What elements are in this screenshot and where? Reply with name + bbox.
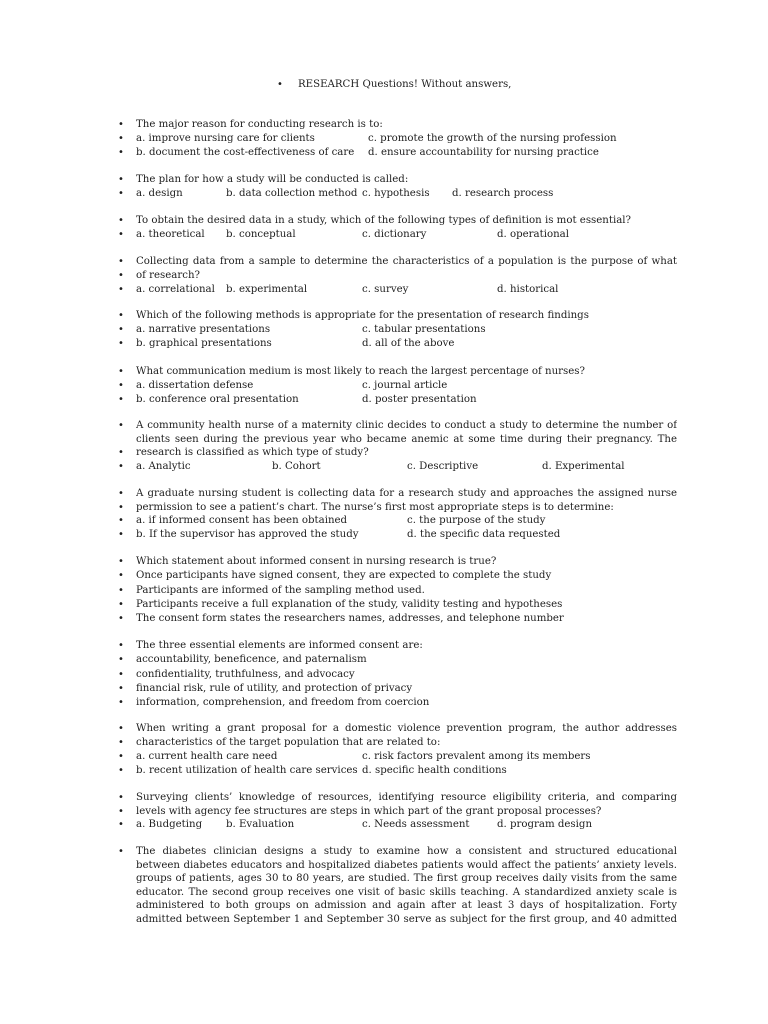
q11-stem-line2: • characteristics of the target population that are related to: <box>136 736 440 750</box>
q10-option-3: • financial risk, rule of utility, and protection of privacy <box>136 682 412 696</box>
q8-option-a: a. if informed consent has been obtained <box>136 515 348 526</box>
q9-option-3: • Participants receive a full explanation of the study, validity testing and hypotheses <box>136 598 562 612</box>
q2-option-a: a. design <box>136 188 183 199</box>
q2-option-c: c. hypothesis <box>362 188 430 199</box>
q8-option-b: b. If the supervisor has approved the study <box>136 529 359 540</box>
q6-option-d: d. poster presentation <box>362 394 477 405</box>
q10-option-4: • information, comprehension, and freedom from coercion <box>136 696 429 710</box>
q3-option-b: b. conceptual <box>226 229 296 240</box>
q1-option-c: c. promote the growth of the nursing profession <box>368 133 617 144</box>
q11-options-row1 <box>136 750 591 764</box>
q5-option-c: c. tabular presentations <box>362 324 486 335</box>
q7-stem <box>136 419 677 446</box>
q8-options-row2 <box>136 528 561 542</box>
q4-options <box>136 283 559 297</box>
q10-option-1: • accountability, beneficence, and paternalism <box>136 653 367 667</box>
q11-option-c: c. risk factors prevalent among its members <box>362 751 591 762</box>
q6-stem: • What communication medium is most likely to reach the largest percentage of nurses? <box>136 365 585 379</box>
q8-stem-line1: • A graduate nursing student is collecting data for a research study and approaches the assigned nurse <box>136 488 677 499</box>
q1-options-row1 <box>136 132 617 146</box>
q5-stem: • Which of the following methods is appropriate for the presentation of research findings <box>136 309 589 323</box>
q13-line2: between diabetes educators and hospitalized diabetes patients would affect the patients’ anxiety levels. <box>136 859 677 871</box>
q4-option-a: a. correlational <box>136 284 215 295</box>
q11-stem <box>136 722 677 736</box>
q4-stem-line1: • Collecting data from a sample to determine the characteristics of a population is the purpose of what <box>136 256 677 267</box>
q3-option-d: d. operational <box>497 229 570 240</box>
q9-option-4: • The consent form states the researchers names, addresses, and telephone number <box>136 612 564 626</box>
q1-options-row2 <box>136 146 599 160</box>
q11-option-d: d. specific health conditions <box>362 765 507 776</box>
q3-option-c: c. dictionary <box>362 229 427 240</box>
q12-option-c: c. Needs assessment <box>362 819 470 830</box>
q3-options <box>136 228 570 242</box>
q6-options-row2 <box>136 393 477 407</box>
q12-stem <box>136 791 677 805</box>
q5-option-a: a. narrative presentations <box>136 324 271 335</box>
q8-stem-line2: • permission to see a patient’s chart. The nurse’s first most appropriate steps is to determine: <box>136 501 614 515</box>
q7-option-b: b. Cohort <box>272 461 321 472</box>
q13-line4: educator. The second group receives one visit of basic skills teaching. A standardized anxiety scale is <box>136 886 677 898</box>
q4-stem <box>136 255 677 269</box>
q13-line5: administered to both groups on admission and again after at least 3 days of hospitalization. Forty <box>136 900 677 912</box>
q12-stem-line2: • levels with agency fee structures are steps in which part of the grant proposal processes? <box>136 805 601 819</box>
q9-option-1: • Once participants have signed consent, they are expected to complete the study <box>136 569 551 583</box>
q10-stem: • The three essential elements are informed consent are: <box>136 639 423 653</box>
q9-option-2: • Participants are informed of the sampling method used. <box>136 584 425 598</box>
q11-stem-line1: • When writing a grant proposal for a domestic violence prevention program, the author addresses <box>136 723 677 734</box>
q1-option-b: b. document the cost-effectiveness of care <box>136 147 355 158</box>
q8-option-d: d. the specific data requested <box>407 529 561 540</box>
q1-option-a: a. improve nursing care for clients <box>136 133 315 144</box>
q10-option-2: • confidentiality, truthfulness, and advocacy <box>136 668 355 682</box>
q6-option-b: b. conference oral presentation <box>136 394 299 405</box>
q3-option-a: a. theoretical <box>136 229 205 240</box>
q4-option-d: d. historical <box>497 284 559 295</box>
q7-option-c: c. Descriptive <box>407 461 479 472</box>
q5-options-row1 <box>136 323 486 337</box>
document-title: • RESEARCH Questions! Without answers, <box>298 78 511 92</box>
q2-stem: • The plan for how a study will be conducted is called: <box>136 173 408 187</box>
q2-option-b: b. data collection method <box>226 188 358 199</box>
q5-option-b: b. graphical presentations <box>136 338 272 349</box>
q2-options <box>136 187 554 201</box>
q6-option-a: a. dissertation defense <box>136 380 254 391</box>
q11-option-b: b. recent utilization of health care services <box>136 765 358 776</box>
q8-options-row1 <box>136 514 546 528</box>
q7-option-d: d. Experimental <box>542 461 625 472</box>
q2-option-d: d. research process <box>452 188 554 199</box>
q9-stem: • Which statement about informed consent in nursing research is true? <box>136 555 496 569</box>
q13-paragraph <box>136 845 677 927</box>
q5-options-row2 <box>136 337 455 351</box>
q12-option-a: a. Budgeting <box>136 819 203 830</box>
q7-option-a: a. Analytic <box>136 461 191 472</box>
q11-options-row2 <box>136 764 507 778</box>
q7-options <box>136 460 625 474</box>
q1-option-d: d. ensure accountability for nursing practice <box>368 147 599 158</box>
q4-option-b: b. experimental <box>226 284 308 295</box>
q7-stem-line1: • A community health nurse of a maternity clinic decides to conduct a study to determine the number of <box>136 420 677 431</box>
q8-option-c: c. the purpose of the study <box>407 515 546 526</box>
q12-stem-line1: • Surveying clients’ knowledge of resources, identifying resource eligibility criteria, and comparing <box>136 792 677 803</box>
q13-line1: • The diabetes clinician designs a study to examine how a consistent and structured educational <box>136 846 677 857</box>
q6-options-row1 <box>136 379 448 393</box>
q11-option-a: a. current health care need <box>136 751 278 762</box>
q12-options <box>136 818 593 832</box>
q7-stem-line2: clients seen during the previous year who became anemic at some time during their pregnancy. The <box>136 433 677 445</box>
q12-option-d: d. program design <box>497 819 593 830</box>
q6-option-c: c. journal article <box>362 380 448 391</box>
q3-stem: • To obtain the desired data in a study, which of the following types of definition is mot essential? <box>136 214 631 228</box>
q4-option-c: c. survey <box>362 284 409 295</box>
q13-line3: groups of patients, ages 30 to 80 years, are studied. The first group receives daily visits from the same <box>136 873 677 885</box>
q12-option-b: b. Evaluation <box>226 819 295 830</box>
q5-option-d: d. all of the above <box>362 338 455 349</box>
q7-stem-line3: • research is classified as which type of study? <box>136 446 369 460</box>
q13-line6: admitted between September 1 and September 30 serve as subject for the first group, and 40 admitted <box>136 913 677 925</box>
q4-stem-line2: • of research? <box>136 269 200 283</box>
q8-stem <box>136 487 677 501</box>
q1-stem: • The major reason for conducting research is to: <box>136 118 383 132</box>
